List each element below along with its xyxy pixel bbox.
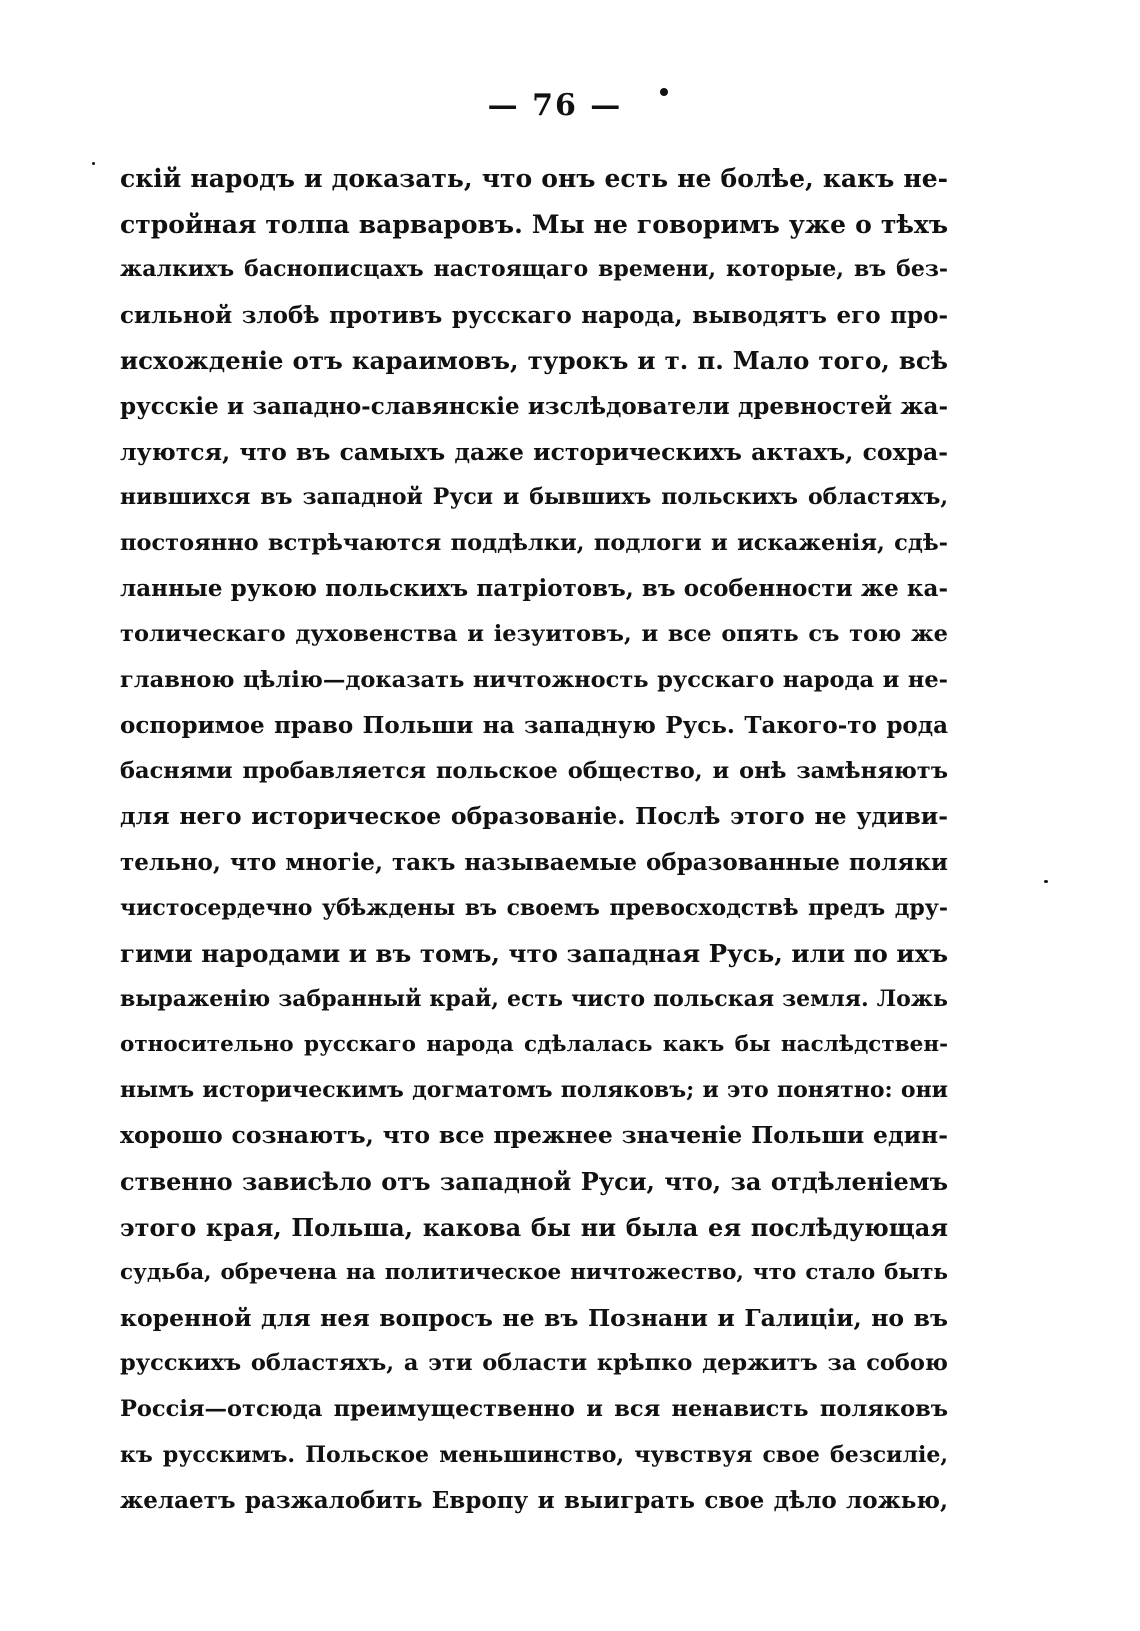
text-line: гими народами и въ томъ, что западная Русь, или по ихъ	[120, 939, 948, 969]
text-line: чистосердечно убѣждены въ своемъ превосходствѣ предъ дру-	[120, 894, 948, 921]
text-line: главною цѣлію—доказать ничтожность русскаго народа и не-	[120, 666, 948, 693]
text-line: постоянно встрѣчаются поддѣлки, подлоги и искаженія, сдѣ-	[120, 529, 948, 556]
text-line: для него историческое образованіе. Послѣ этого не удиви-	[120, 802, 948, 831]
text-line: этого края, Польша, какова бы ни была ея послѣдующая	[120, 1212, 948, 1242]
ink-speck	[1044, 880, 1048, 883]
text-line: къ русскимъ. Польское меньшинство, чувствуя свое безсиліе,	[120, 1441, 948, 1468]
text-line: сильной злобѣ противъ русскаго народа, выводятъ его про-	[120, 301, 948, 329]
text-line: скій народъ и доказать, что онъ есть не болѣе, какъ не-	[120, 164, 948, 193]
text-line: баснями пробавляется польское общество, и онѣ замѣняютъ	[120, 757, 948, 784]
text-line: коренной для нея вопросъ не въ Познани и Галиціи, но въ	[120, 1303, 948, 1332]
text-line: желаетъ разжалобить Европу и выиграть свое дѣло ложью,	[120, 1487, 948, 1515]
text-line: нившихся въ западной Руси и бывшихъ польскихъ областяхъ,	[120, 484, 948, 511]
text-line: относительно русскаго народа сдѣлалась какъ бы наслѣдствен-	[120, 1032, 948, 1058]
ink-speck	[660, 88, 668, 96]
body-text	[120, 156, 948, 1524]
text-line: исхожденіе отъ караимовъ, турокъ и т. п. Мало того, всѣ	[120, 346, 948, 376]
text-line: оспоримое право Польши на западную Русь. Такого-то рода	[120, 712, 948, 740]
text-line: толическаго духовенства и іезуитовъ, и все опять съ тою же	[120, 620, 948, 647]
ink-speck	[92, 162, 95, 165]
text-line: ственно зависѣло отъ западной Руси, что, за отдѣленіемъ	[120, 1167, 948, 1197]
text-line: нымъ историческимъ догматомъ поляковъ; и это понятно: они	[120, 1076, 948, 1103]
text-line: тельно, что многіе, такъ называемые образованные поляки	[120, 848, 948, 876]
text-line: луются, что въ самыхъ даже историческихъ актахъ, сохра-	[120, 437, 948, 466]
text-line: русскихъ областяхъ, а эти области крѣпко держитъ за собою	[120, 1350, 948, 1377]
text-line: стройная толпа варваровъ. Мы не говоримъ уже о тѣхъ	[120, 209, 948, 239]
text-line: жалкихъ баснописцахъ настоящаго времени, которые, въ без-	[120, 256, 948, 283]
page-number: — 76 —	[487, 88, 623, 123]
text-line: ланные рукою польскихъ патріотовъ, въ особенности же ка-	[120, 575, 948, 603]
text-line: Россія—отсюда преимущественно и вся ненависть поляковъ	[120, 1396, 948, 1423]
text-line: судьба, обречена на политическое ничтожество, что стало быть	[120, 1260, 948, 1286]
text-line: хорошо сознаютъ, что все прежнее значеніе Польши един-	[120, 1121, 948, 1150]
text-line: выраженію забранный край, есть чисто польская земля. Ложь	[120, 985, 948, 1012]
text-line: русскіе и западно-славянскіе изслѣдователи древностей жа-	[120, 392, 948, 420]
